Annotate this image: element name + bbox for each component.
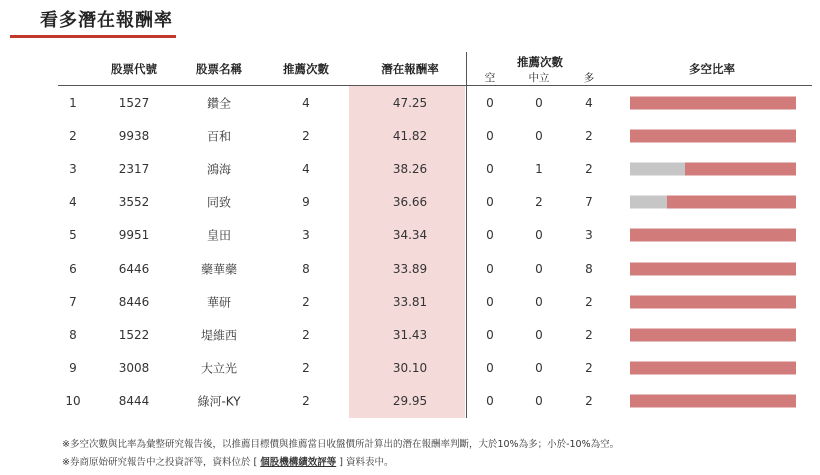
neutral-segment (630, 196, 667, 209)
long-count-cell: 2 (585, 161, 593, 176)
header-return[interactable]: 潛在報酬率 (381, 62, 439, 76)
rank-cell: 9 (69, 361, 77, 376)
stock-name-cell: 綠河-KY (197, 394, 241, 409)
stock-name-cell: 堤維西 (200, 328, 238, 343)
stock-name-cell: 藥華藥 (200, 262, 238, 277)
long-segment (630, 229, 796, 242)
footnote-2-suffix: ] 資料表中。 (336, 457, 394, 468)
rank-cell: 7 (69, 294, 77, 309)
footnote-2-prefix: ※券商原始研究報告中之投資評等，資料位於 [ (62, 457, 261, 468)
long-count-cell: 2 (585, 128, 593, 143)
neutral-count-cell: 0 (535, 327, 543, 342)
rank-cell: 5 (69, 228, 77, 243)
table-row[interactable] (0, 285, 820, 318)
long-short-ratio-bar (630, 162, 796, 175)
long-count-cell: 2 (585, 327, 593, 342)
long-short-ratio-bar (630, 96, 796, 109)
neutral-count-cell: 0 (535, 228, 543, 243)
stock-code-cell: 2317 (118, 161, 150, 176)
data-table (0, 86, 820, 418)
long-count-cell: 2 (585, 361, 593, 376)
table-row[interactable] (0, 186, 820, 219)
long-segment (630, 129, 796, 142)
long-short-ratio-bar (630, 229, 796, 242)
neutral-count-cell: 1 (535, 161, 543, 176)
stock-name-cell: 皇田 (206, 228, 232, 243)
neutral-count-cell: 0 (535, 261, 543, 276)
footnote-1: ※多空次數與比率為彙整研究報告後，以推薦目標價與推薦當日收盤價所計算出的潛在報酬率判斷，大於10%為多；小於-10%為空。 (62, 439, 620, 450)
potential-return-cell: 30.10 (392, 361, 428, 376)
long-segment (685, 162, 796, 175)
rank-cell: 10 (65, 394, 81, 409)
stock-name-cell: 鴻海 (206, 162, 232, 177)
short-count-cell: 0 (486, 327, 494, 342)
table-row[interactable] (0, 385, 820, 418)
header-rec-group: 推薦次數 (517, 55, 563, 69)
header-count[interactable]: 推薦次數 (283, 62, 329, 76)
long-short-ratio-bar (630, 362, 796, 375)
short-count-cell: 0 (486, 394, 494, 409)
table-row[interactable] (0, 119, 820, 152)
long-count-cell: 2 (585, 394, 593, 409)
stock-code-cell: 1522 (118, 327, 150, 342)
long-short-ratio-bar (630, 395, 796, 408)
table-row[interactable] (0, 219, 820, 252)
short-count-cell: 0 (486, 95, 494, 110)
stock-code-cell: 3008 (118, 361, 150, 376)
potential-return-cell: 36.66 (392, 195, 428, 210)
stock-name-cell: 同致 (206, 195, 232, 210)
page-title: 看多潛在報酬率 (40, 10, 173, 31)
potential-return-cell: 31.43 (392, 327, 428, 342)
header-short: 空 (484, 72, 496, 84)
long-segment (630, 328, 796, 341)
neutral-count-cell: 0 (535, 128, 543, 143)
potential-return-cell: 41.82 (392, 128, 428, 143)
recommend-count-cell: 8 (302, 261, 310, 276)
potential-return-cell: 47.25 (392, 95, 428, 110)
potential-return-cell: 38.26 (392, 161, 428, 176)
long-count-cell: 8 (585, 261, 593, 276)
long-count-cell: 3 (585, 228, 593, 243)
institution-rating-link[interactable]: 個股機構績效評等 (260, 457, 337, 468)
recommend-count-cell: 3 (302, 228, 310, 243)
stock-code-cell: 8446 (118, 294, 150, 309)
table-row[interactable] (0, 252, 820, 285)
potential-return-cell: 33.89 (392, 261, 428, 276)
stock-code-cell: 8444 (118, 394, 150, 409)
long-segment (630, 362, 796, 375)
long-count-cell: 7 (585, 195, 593, 210)
short-count-cell: 0 (486, 228, 494, 243)
neutral-count-cell: 0 (535, 95, 543, 110)
table-row[interactable] (0, 318, 820, 351)
stock-code-cell: 3552 (118, 195, 150, 210)
title-underline (10, 35, 176, 38)
recommend-count-cell: 2 (302, 128, 310, 143)
long-short-ratio-bar (630, 262, 796, 275)
long-short-ratio-bar (630, 196, 796, 209)
header-neutral: 中立 (528, 72, 550, 84)
stock-code-cell: 6446 (118, 261, 150, 276)
long-segment (630, 395, 796, 408)
stock-code-cell: 9938 (118, 128, 150, 143)
short-count-cell: 0 (486, 195, 494, 210)
long-short-ratio-bar (630, 295, 796, 308)
long-count-cell: 2 (585, 294, 593, 309)
rank-cell: 3 (69, 161, 77, 176)
stock-code-cell: 1527 (118, 95, 150, 110)
long-segment (630, 295, 796, 308)
stock-code-cell: 9951 (118, 228, 150, 243)
long-segment (630, 262, 796, 275)
long-count-cell: 4 (585, 95, 593, 110)
neutral-count-cell: 0 (535, 361, 543, 376)
long-segment (667, 196, 796, 209)
rank-cell: 6 (69, 261, 77, 276)
header-long: 多 (583, 72, 595, 84)
potential-return-cell: 29.95 (392, 394, 428, 409)
short-count-cell: 0 (486, 261, 494, 276)
table-row[interactable] (0, 86, 820, 119)
stock-name-cell: 華研 (206, 295, 232, 310)
neutral-count-cell: 0 (535, 294, 543, 309)
stock-name-cell: 大立光 (200, 361, 238, 376)
stock-name-cell: 百和 (206, 129, 232, 144)
recommend-count-cell: 2 (302, 327, 310, 342)
neutral-count-cell: 0 (535, 394, 543, 409)
rank-cell: 8 (69, 327, 77, 342)
recommend-count-cell: 2 (302, 361, 310, 376)
short-count-cell: 0 (486, 128, 494, 143)
table-row[interactable] (0, 152, 820, 185)
long-short-ratio-bar (630, 328, 796, 341)
recommend-count-cell: 4 (302, 95, 310, 110)
rank-cell: 4 (69, 195, 77, 210)
long-short-ratio-bar (630, 129, 796, 142)
table-row[interactable] (0, 352, 820, 385)
stock-name-cell: 鑽全 (206, 96, 232, 111)
header-name[interactable]: 股票名稱 (196, 62, 242, 76)
neutral-segment (630, 162, 685, 175)
header-ratio: 多空比率 (689, 62, 735, 76)
potential-return-cell: 33.81 (392, 294, 428, 309)
long-segment (630, 96, 796, 109)
recommend-count-cell: 9 (302, 195, 310, 210)
recommend-count-cell: 4 (302, 161, 310, 176)
potential-return-cell: 34.34 (392, 228, 428, 243)
recommend-count-cell: 2 (302, 294, 310, 309)
neutral-count-cell: 2 (535, 195, 543, 210)
rank-cell: 1 (69, 95, 77, 110)
recommend-count-cell: 2 (302, 394, 310, 409)
short-count-cell: 0 (486, 161, 494, 176)
short-count-cell: 0 (486, 294, 494, 309)
rank-cell: 2 (69, 128, 77, 143)
short-count-cell: 0 (486, 361, 494, 376)
footnote-2 (62, 454, 393, 468)
header-code[interactable]: 股票代號 (111, 62, 157, 76)
